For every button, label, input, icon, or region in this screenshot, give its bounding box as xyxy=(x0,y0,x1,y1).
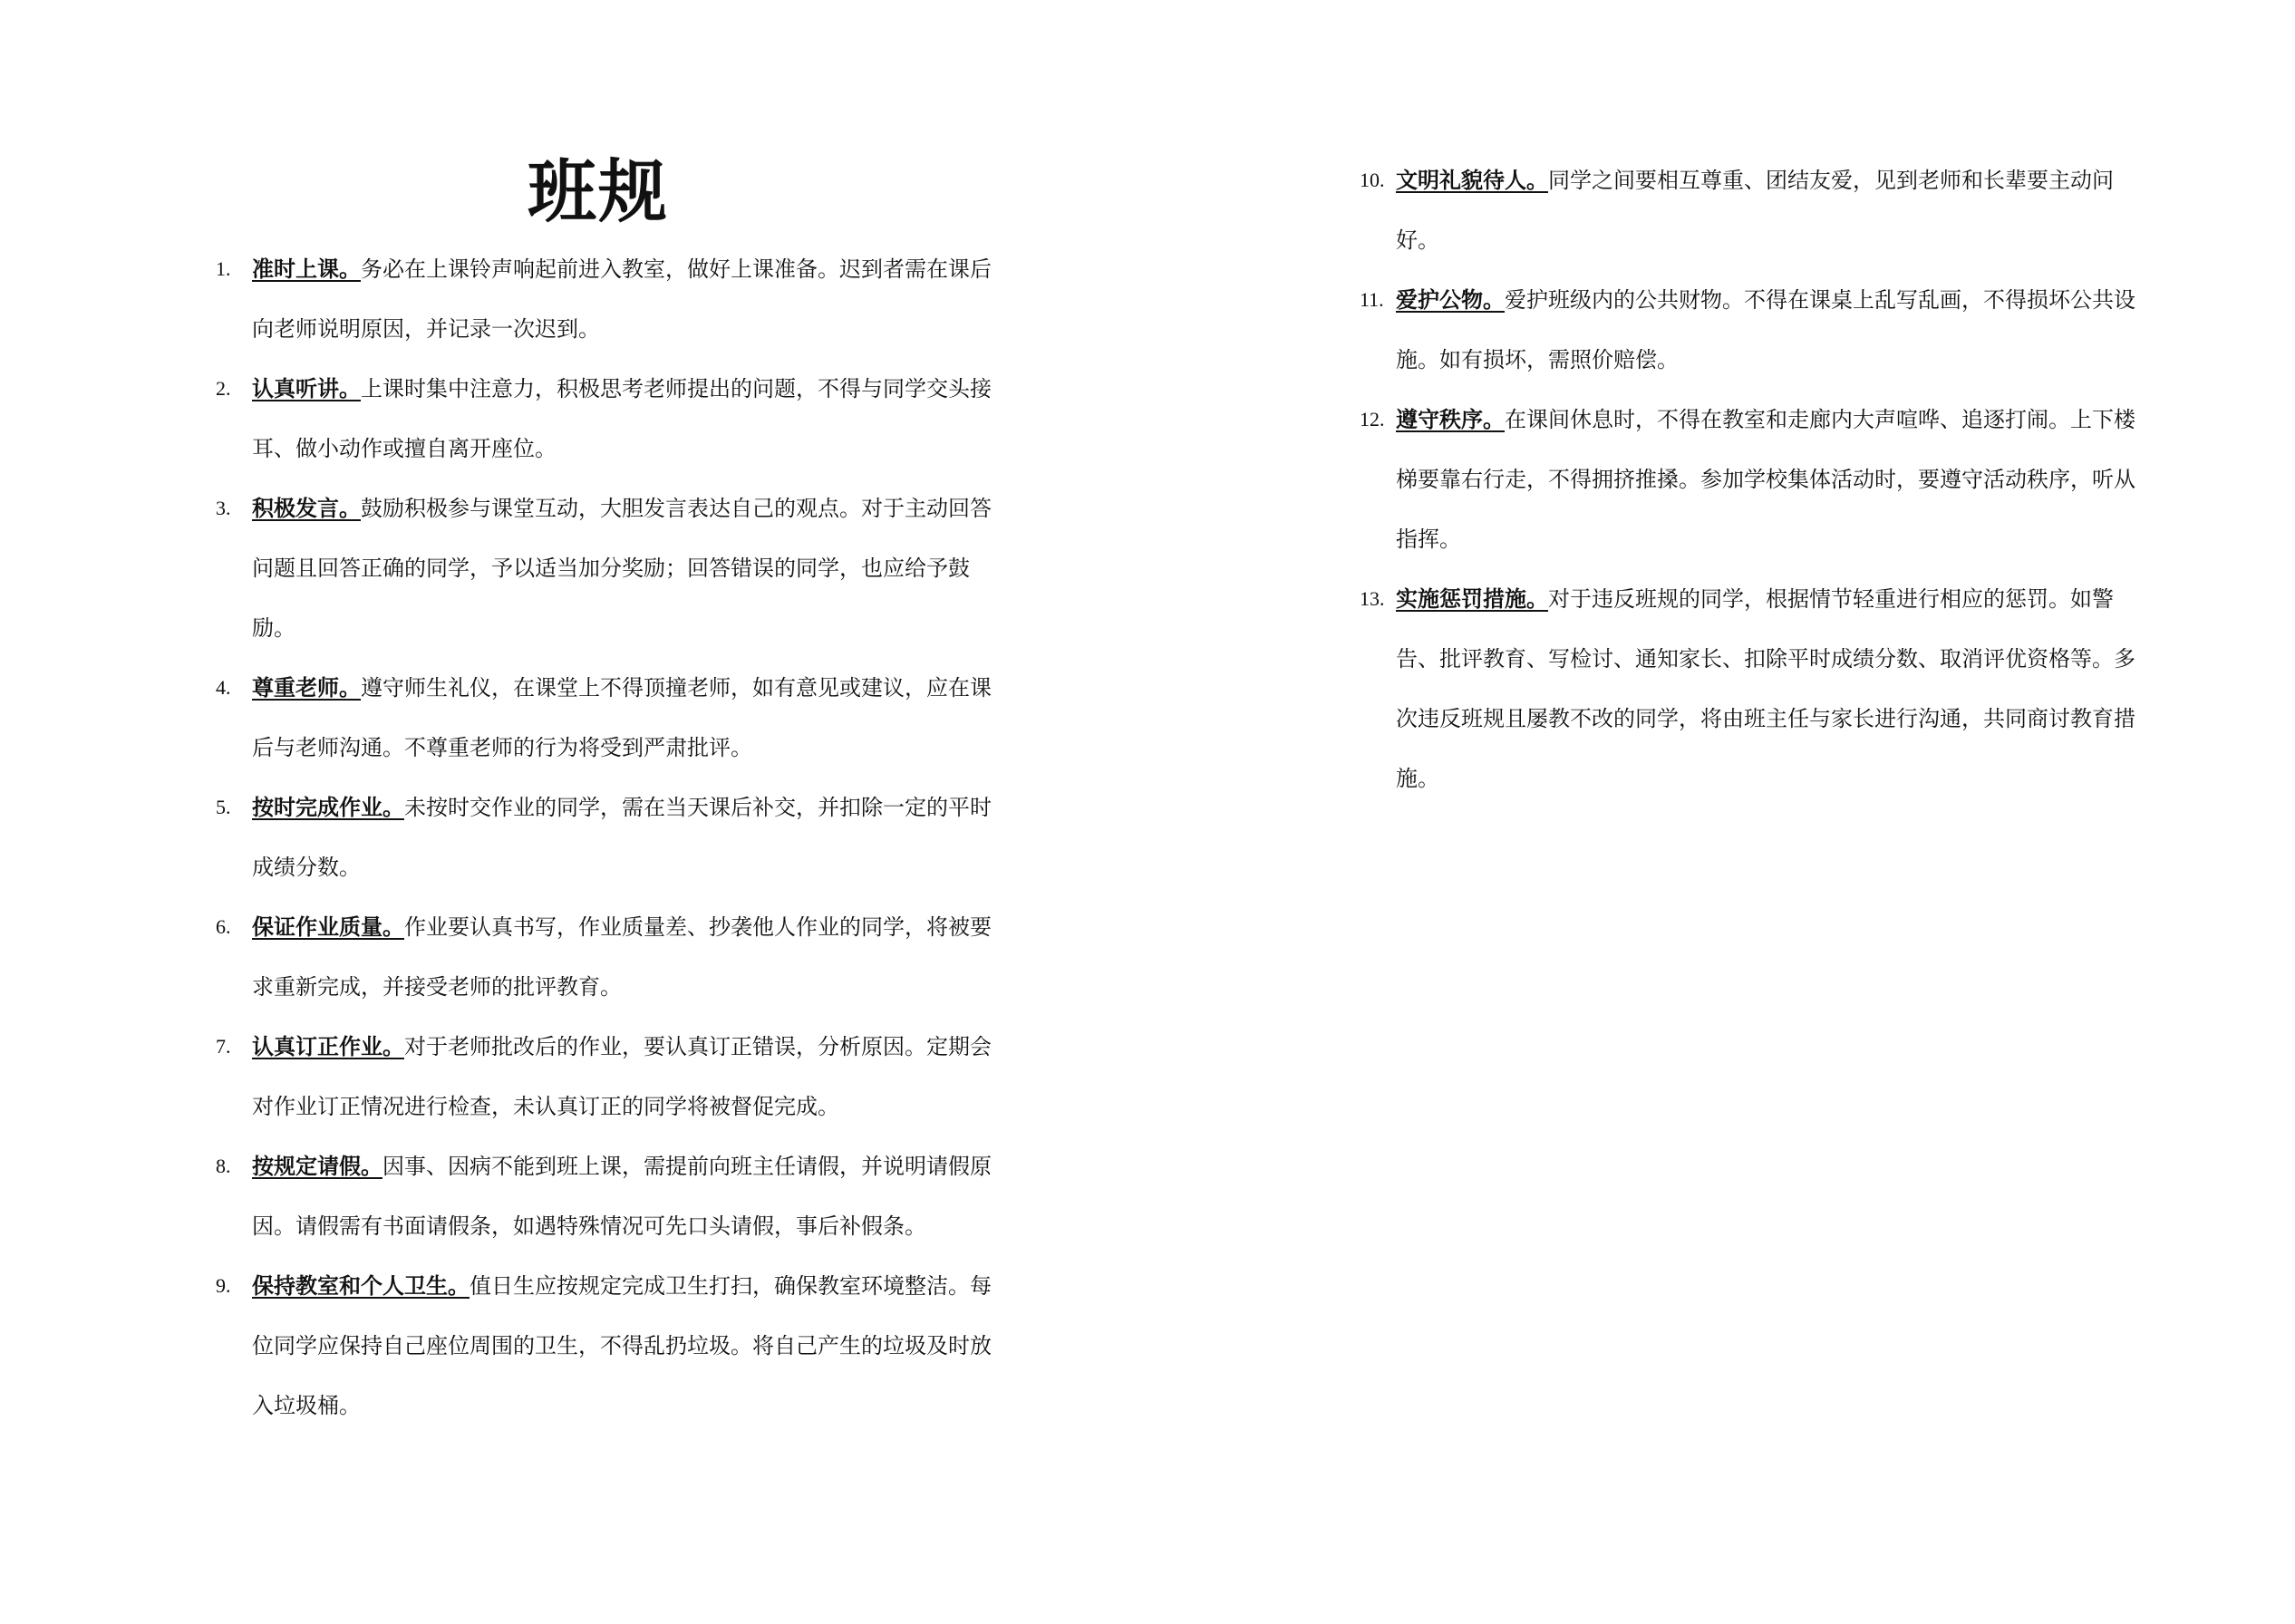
rule-number: 3. xyxy=(216,497,231,519)
rule-item xyxy=(216,239,995,359)
rule-number: 8. xyxy=(216,1155,231,1177)
rule-item xyxy=(216,478,995,658)
rule-title: 遵守秩序。 xyxy=(1396,407,1505,432)
rule-title: 认真订正作业。 xyxy=(252,1034,404,1059)
rule-text: 对于老师批改后的作业，要认真订正错误，分析原因。定期会对作业订正情况进行检查，未认真订正的同学将被督促完成。 xyxy=(252,1034,992,1119)
rule-text: 务必在上课铃声响起前进入教室，做好上课准备。迟到者需在课后向老师说明原因，并记录一次迟到。 xyxy=(252,256,992,342)
rule-item xyxy=(1360,150,2139,270)
rule-number: 5. xyxy=(216,796,231,818)
rule-number: 10. xyxy=(1360,169,1385,191)
rule-text: 未按时交作业的同学，需在当天课后补交，并扣除一定的平时成绩分数。 xyxy=(252,795,992,880)
rule-title: 文明礼貌待人。 xyxy=(1396,168,1548,193)
rule-item xyxy=(216,359,995,478)
rule-number: 13. xyxy=(1360,587,1385,610)
rule-title: 保证作业质量。 xyxy=(252,914,404,940)
rule-item xyxy=(216,1017,995,1136)
rule-item xyxy=(216,897,995,1017)
rule-item xyxy=(216,1136,995,1256)
rule-list-right xyxy=(1360,150,2139,808)
page-title: 班规 xyxy=(528,151,669,232)
rule-number: 7. xyxy=(216,1035,231,1058)
rule-list-left xyxy=(216,239,995,1436)
rule-title: 按时完成作业。 xyxy=(252,795,404,820)
rule-number: 1. xyxy=(216,257,231,280)
rule-number: 9. xyxy=(216,1274,231,1297)
rule-number: 12. xyxy=(1360,408,1385,430)
rule-item xyxy=(1360,270,2139,390)
rule-number: 6. xyxy=(216,915,231,938)
rule-number: 2. xyxy=(216,377,231,400)
rule-text: 值日生应按规定完成卫生打扫，确保教室环境整洁。每位同学应保持自己座位周围的卫生，不得乱扔垃圾。将自己产生的垃圾及时放入垃圾桶。 xyxy=(252,1273,992,1418)
rule-title: 按规定请假。 xyxy=(252,1154,382,1179)
rule-text: 鼓励积极参与课堂互动，大胆发言表达自己的观点。对于主动回答问题且回答正确的同学，予以适当加分奖励；回答错误的同学，也应给予鼓励。 xyxy=(252,496,992,641)
rule-title: 尊重老师。 xyxy=(252,675,361,701)
rule-title: 实施惩罚措施。 xyxy=(1396,586,1548,612)
rule-text: 遵守师生礼仪，在课堂上不得顶撞老师，如有意见或建议，应在课后与老师沟通。不尊重老师的行为将受到严肃批评。 xyxy=(252,675,992,760)
rule-title: 准时上课。 xyxy=(252,256,361,282)
rule-item xyxy=(216,658,995,778)
rule-text: 对于违反班规的同学，根据情节轻重进行相应的惩罚。如警告、批评教育、写检讨、通知家长、扣除平时成绩分数、取消评优资格等。多次违反班规且屡教不改的同学，将由班主任与家长进行沟通，共同商讨教育措施。 xyxy=(1396,586,2135,791)
rule-text: 同学之间要相互尊重、团结友爱，见到老师和长辈要主动问好。 xyxy=(1396,168,2114,253)
rule-text: 上课时集中注意力，积极思考老师提出的问题，不得与同学交头接耳、做小动作或擅自离开座位。 xyxy=(252,376,992,461)
rule-item xyxy=(1360,390,2139,569)
rule-number: 11. xyxy=(1360,288,1384,311)
rule-title: 认真听讲。 xyxy=(252,376,361,401)
rule-text: 在课间休息时，不得在教室和走廊内大声喧哗、追逐打闹。上下楼梯要靠右行走，不得拥挤推搡。参加学校集体活动时，要遵守活动秩序，听从指挥。 xyxy=(1396,407,2135,552)
rule-text: 因事、因病不能到班上课，需提前向班主任请假，并说明请假原因。请假需有书面请假条，如遇特殊情况可先口头请假，事后补假条。 xyxy=(252,1154,992,1239)
rule-item xyxy=(216,1256,995,1436)
rule-title: 保持教室和个人卫生。 xyxy=(252,1273,470,1299)
rule-item xyxy=(216,778,995,897)
rule-text: 爱护班级内的公共财物。不得在课桌上乱写乱画，不得损坏公共设施。如有损坏，需照价赔偿。 xyxy=(1396,287,2135,372)
rule-title: 爱护公物。 xyxy=(1396,287,1505,313)
rule-title: 积极发言。 xyxy=(252,496,361,521)
rule-number: 4. xyxy=(216,676,231,699)
rule-item xyxy=(1360,569,2139,808)
rule-text: 作业要认真书写，作业质量差、抄袭他人作业的同学，将被要求重新完成，并接受老师的批评教育。 xyxy=(252,914,992,1000)
